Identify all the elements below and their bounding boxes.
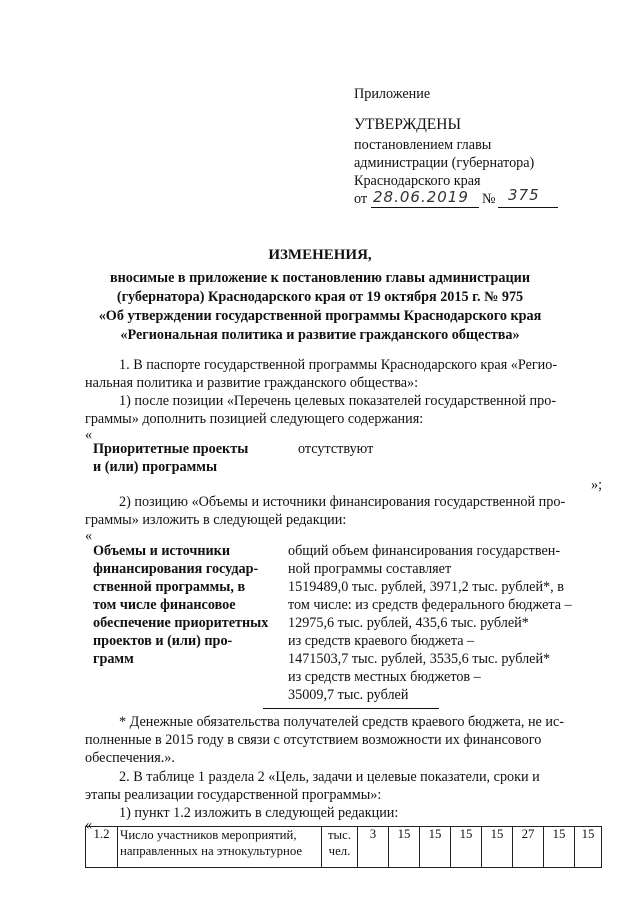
funding-value-line: 12975,6 тыс. рублей, 435,6 тыс. рублей* [288,615,529,631]
funding-value-line: 1519489,0 тыс. рублей, 3971,2 тыс. рублей*, в [288,579,564,595]
funding-label-line: грамм [93,651,134,667]
value-cell: 15 [482,827,513,868]
funding-value-line: из средств краевого бюджета – [288,633,475,649]
value-cell: 15 [389,827,420,868]
open-quote-1: « [85,427,93,443]
row-description-line-1: Число участников мероприятий, [120,828,297,842]
funding-value-line: том числе: из средств федерального бюджета – [288,597,572,613]
funding-value-line: 1471503,7 тыс. рублей, 3535,6 тыс. рублей* [288,651,551,667]
date-underline [371,207,479,208]
para-5: 1) пункт 1.2 изложить в следующей редакции: [119,805,399,821]
funding-label-line: том числе финансовое [93,597,236,613]
approved-line-2: администрации (губернатора) [354,155,535,171]
number-underline [498,207,558,208]
doc-subtitle-3: «Об утверждении государственной программы Краснодарского края [98,308,542,324]
appendix-label: Приложение [354,86,431,102]
doc-subtitle-1: вносимые в приложение к постановлению главы администрации [109,270,531,286]
funding-label-line: обеспечение приоритетных [93,615,269,631]
open-quote-2: « [85,528,93,544]
doc-subtitle-2: (губернатора) Краснодарского края от 19 октября 2015 г. № 975 [116,289,524,305]
para-1-line-2: нальная политика и развитие гражданского общества»: [85,375,419,391]
funding-label-line: ственной программы, в [93,579,246,595]
table-row [86,827,602,868]
para-3-line-2: граммы» изложить в следующей редакции: [85,512,347,528]
value-cell: 3 [358,827,389,868]
footnote-line-3: обеспечения.». [85,750,175,766]
approved-line-1: постановлением главы [354,137,492,153]
open-quote-3: « [85,817,93,833]
value-cell: 15 [451,827,482,868]
para-4-line-2: этапы реализации государственной программы»: [85,787,382,803]
para-2-line-2: граммы» дополнить позицией следующего содержания: [85,411,424,427]
value-cell: 15 [544,827,575,868]
para-1-line-1: 1. В паспорте государственной программы Краснодарского края «Регио- [119,357,558,373]
number-label: № [482,191,496,207]
funding-value-line: ной программы составляет [288,561,452,577]
priority-label-2: и (или) программы [93,459,218,475]
funding-value-line: 35009,7 тыс. рублей [288,687,409,703]
para-4-line-1: 2. В таблице 1 раздела 2 «Цель, задачи и целевые показатели, сроки и [119,769,540,785]
indicator-table [85,826,602,868]
priority-label-1: Приоритетные проекты [93,441,249,457]
row-description-line-2: направленных на этнокультурное [120,844,303,858]
para-2-line-1: 1) после позиции «Перечень целевых показателей государственной про- [119,393,557,409]
doc-title: ИЗМЕНЕНИЯ, [268,247,372,263]
row-unit: тыс. чел. [322,827,358,868]
footnote-line-1: * Денежные обязательства получателей средств краевого бюджета, не ис- [119,714,565,730]
approved-heading: УТВЕРЖДЕНЫ [354,116,461,133]
doc-subtitle-4: «Региональная политика и развитие гражданского общества» [120,327,520,343]
funding-value [288,542,572,704]
footnote-separator [263,708,439,709]
approved-line-3: Краснодарского края [354,173,481,189]
number-handwritten: 375 [508,186,540,204]
row-description [118,827,322,868]
funding-label-line: Объемы и источники [93,543,231,559]
date-from-label: от [354,191,368,207]
date-handwritten: 28.06.2019 [373,188,469,206]
funding-value-line: из средств местных бюджетов – [288,669,481,685]
footnote-line-2: полненные в 2015 году в связи с отсутствием возможности их финансового [85,732,542,748]
funding-label-line: финансирования государ- [93,561,259,577]
funding-value-line: общий объем финансирования государствен- [288,543,561,559]
row-number: 1.2 [86,827,118,868]
value-cell: 15 [575,827,602,868]
close-quote-1: »; [591,477,603,493]
priority-value: отсутствуют [298,441,374,457]
funding-label-line: проектов и (или) про- [93,633,233,649]
value-cell: 27 [513,827,544,868]
funding-label [93,542,268,668]
para-3-line-1: 2) позицию «Объемы и источники финансирования государственной про- [119,494,566,510]
value-cell: 15 [420,827,451,868]
